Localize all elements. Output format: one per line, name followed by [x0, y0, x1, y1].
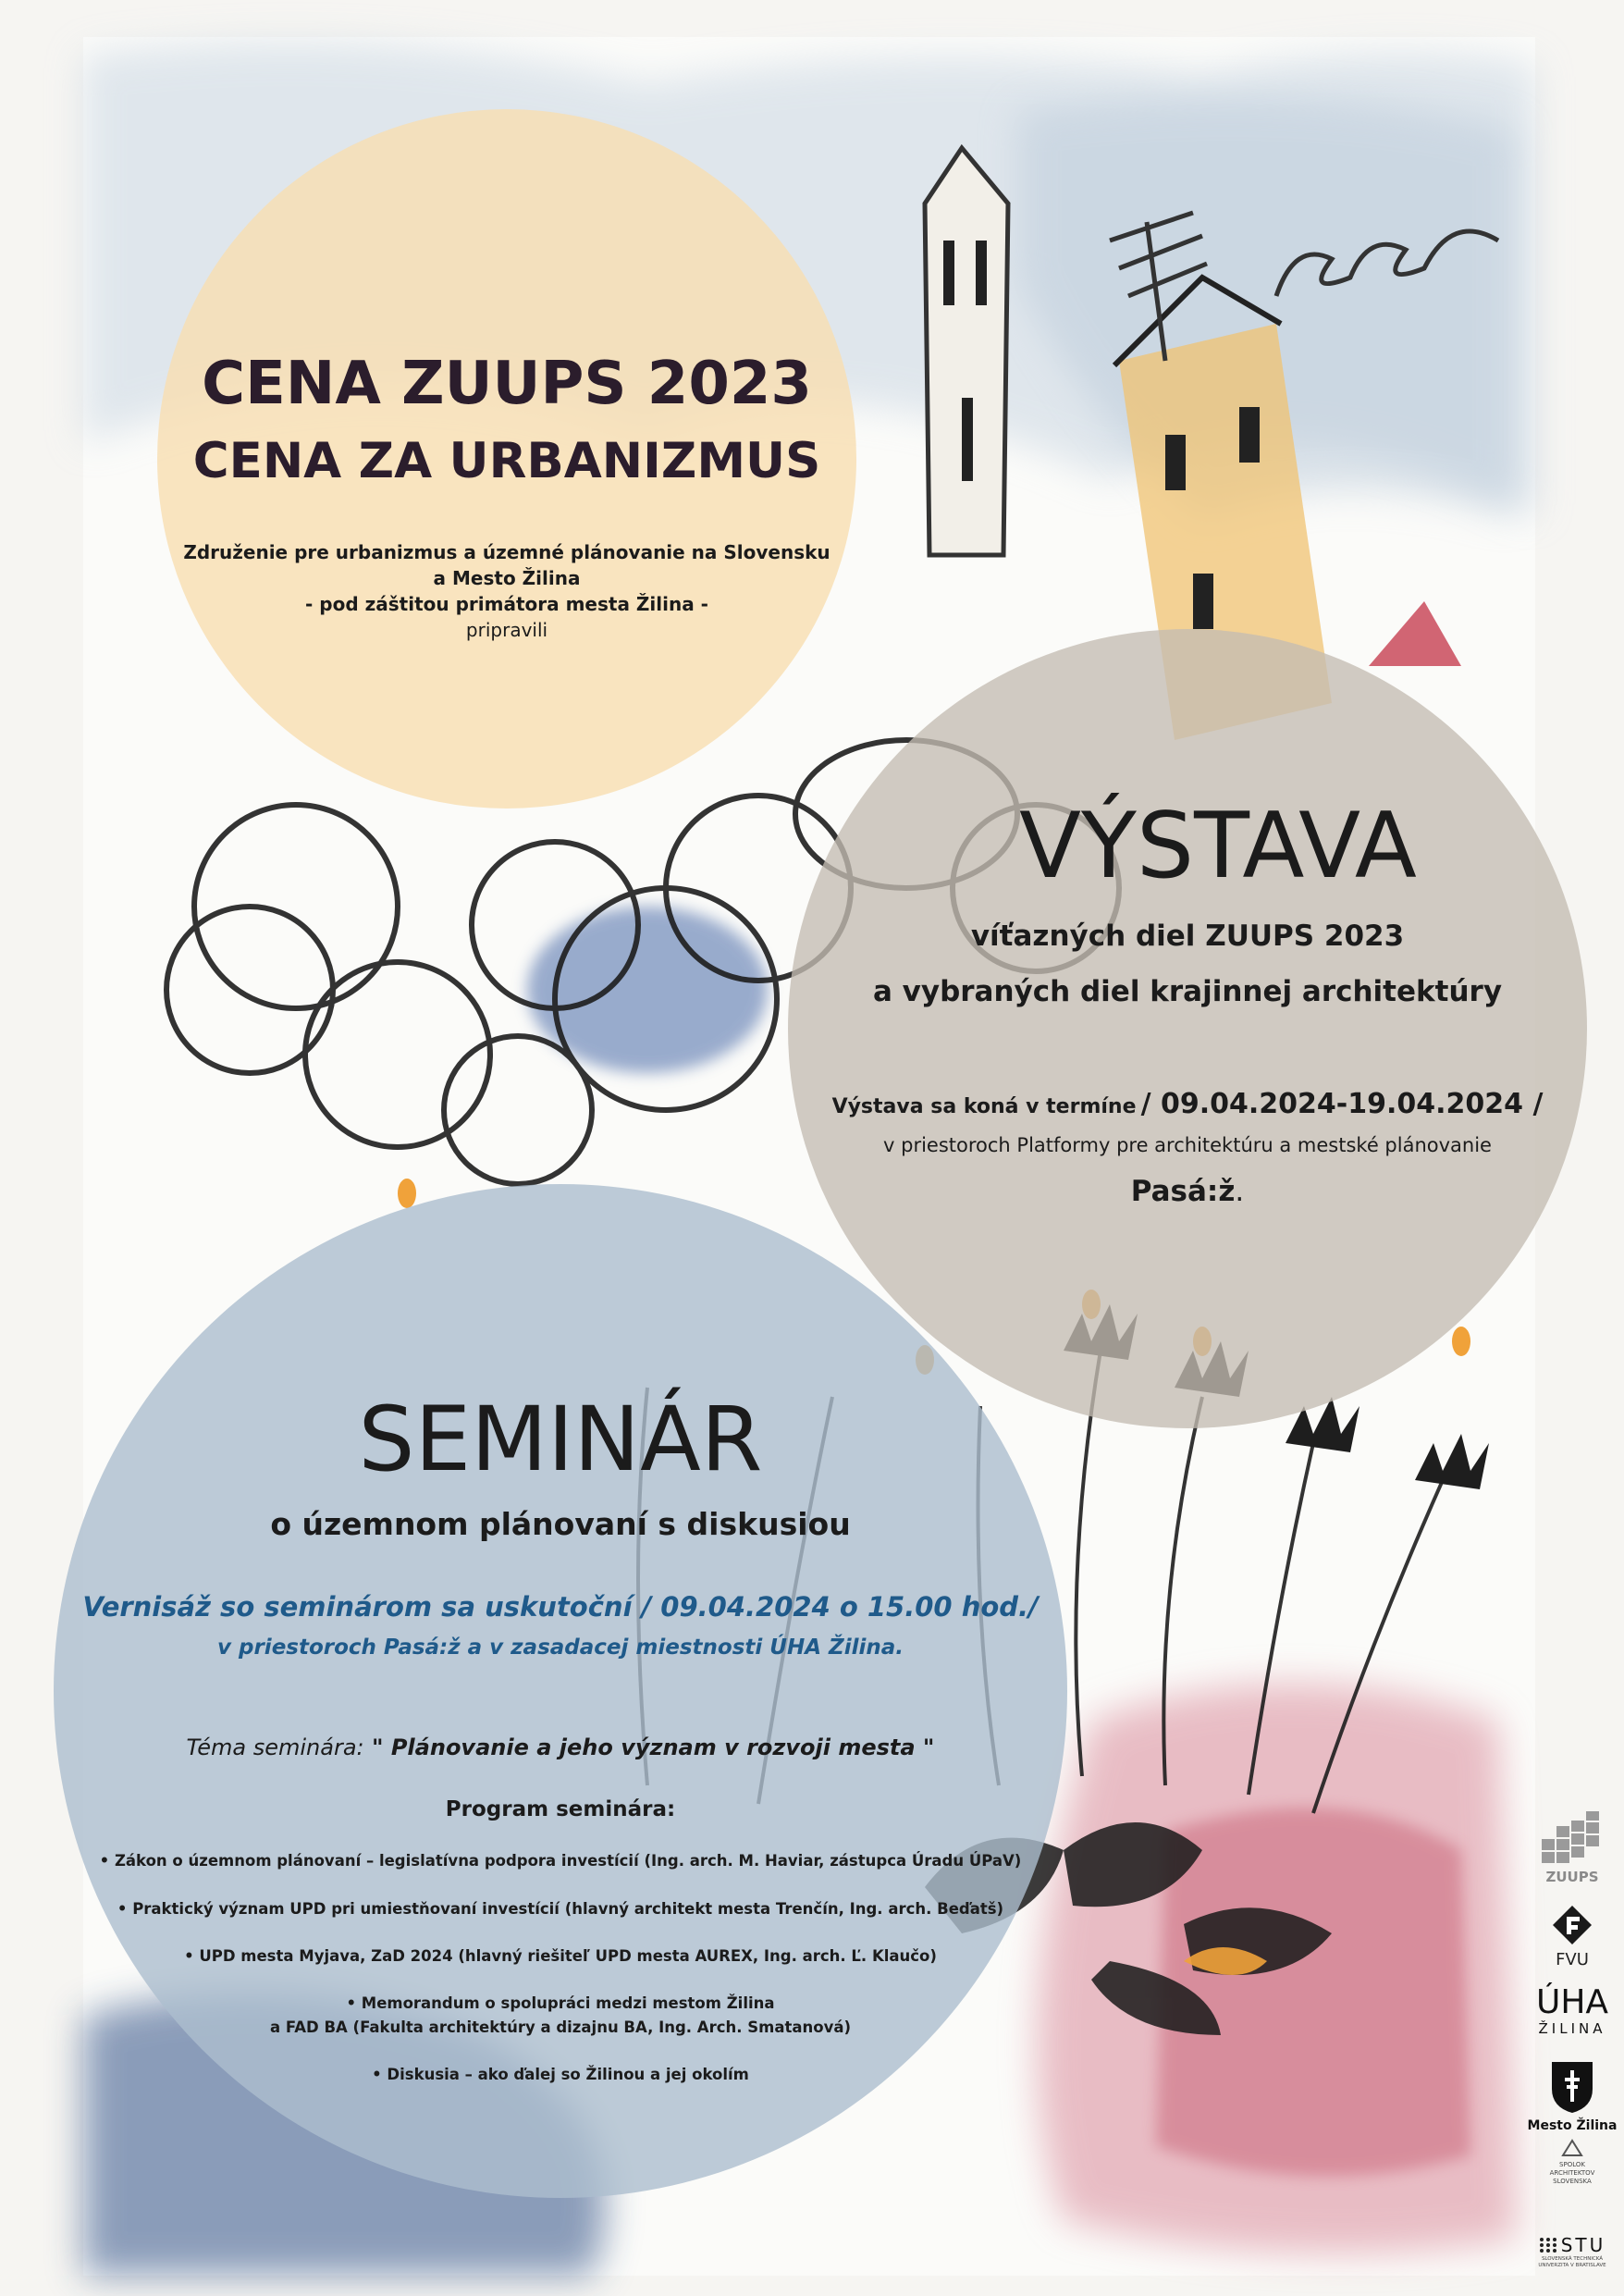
zuups-label: ZUUPS: [1545, 1869, 1599, 1885]
coat-of-arms-icon: [1549, 2059, 1595, 2115]
seminar-program-heading: Program seminára:: [445, 1797, 676, 1821]
zuups-logo: [1526, 1811, 1618, 1885]
seminar-theme-value: " Plánovanie a jeho význam v rozvoji mesta ": [363, 1734, 935, 1760]
mesto-label: Mesto Žilina: [1527, 2118, 1618, 2133]
seminar-subtitle: o územnom plánovaní s diskusiou: [270, 1506, 851, 1542]
sas-label-1: SPOLOK: [1559, 2161, 1585, 2168]
uha-bottom-label: ŽILINA: [1538, 2020, 1606, 2037]
program-item: • Diskusia – ako ďalej so Žilinou a jej okolím: [372, 2066, 749, 2083]
uha-logo: [1526, 1985, 1618, 2037]
prize-patronage: - pod záštitou primátora mesta Žilina -: [305, 593, 708, 615]
exhibition-title: VÝSTAVA: [1019, 794, 1417, 899]
stu-sub-1: SLOVENSKÁ TECHNICKÁ: [1541, 2256, 1604, 2262]
stu-wordmark: [1526, 2234, 1618, 2256]
program-item: • Zákon o územnom plánovaní – legislatívna podpora investícií (Ing. arch. M. Haviar, zástupca Úradu ÚPaV): [99, 1852, 1022, 1870]
partner-logos: [1526, 1804, 1618, 2285]
prize-prepared: pripravili: [465, 619, 548, 641]
seminar-theme: [54, 1734, 1067, 1760]
seminar-title: SEMINÁR: [358, 1388, 763, 1491]
prize-city: a Mesto Žilina: [433, 567, 581, 589]
exhibition-date-prefix: Výstava sa koná v termíne: [831, 1095, 1137, 1118]
prize-title: CENA ZUUPS 2023: [202, 350, 812, 418]
seminar-venue: v priestoroch Pasá:ž a v zasadacej miestnosti ÚHA Žilina.: [217, 1636, 904, 1660]
sas-label-3: SLOVENSKA: [1553, 2178, 1592, 2185]
stu-sub-2: UNIVERZITA V BRATISLAVE: [1538, 2263, 1606, 2268]
zuups-mark-icon: [1540, 1811, 1605, 1867]
exhibition-venue: v priestoroch Platformy pre architektúru a mestské plánovanie: [883, 1134, 1492, 1156]
seminar-vernissage: Vernisáž so seminárom sa uskutoční / 09.04.2024 o 15.00 hod./: [82, 1591, 1039, 1623]
exhibition-date-range: / 09.04.2024-19.04.2024 /: [1140, 1088, 1544, 1120]
stu-logo: [1526, 2234, 1618, 2269]
prize-subtitle: CENA ZA URBANIZMUS: [192, 433, 821, 489]
seminar-theme-label: Téma seminára:: [186, 1734, 364, 1760]
fvu-mark-icon: [1551, 1904, 1593, 1946]
prize-circle: [157, 109, 856, 809]
program-item: • UPD mesta Myjava, ZaD 2024 (hlavný riešiteľ UPD mesta AUREX, Ing. arch. Ľ. Klaučo): [184, 1947, 937, 1965]
exhibition-venue-name-bold: Pasá:ž: [1130, 1175, 1236, 1208]
mesto-zilina-logo: [1526, 2059, 1618, 2133]
seminar-circle: [54, 1184, 1067, 2198]
prize-organizer: Združenie pre urbanizmus a územné plánovanie na Slovensku: [183, 541, 830, 563]
exhibition-line1: víťazných diel ZUUPS 2023: [970, 920, 1405, 953]
program-item: • Praktický význam UPD pri umiestňovaní investícií (hlavný architekt mesta Trenčín, Ing. arch. Beďatš): [117, 1900, 1004, 1918]
sas-label-2: ARCHITEKTOV: [1549, 2169, 1595, 2177]
sas-mark-icon: [1561, 2139, 1583, 2157]
program-item: • Memorandum o spolupráci medzi mestom Žilina: [346, 1994, 775, 2012]
exhibition-venue-name-end: .: [1235, 1175, 1245, 1208]
exhibition-circle: [788, 629, 1587, 1428]
program-item-continued: a FAD BA (Fakulta architektúry a dizajnu BA, Ing. Arch. Smatanová): [270, 2018, 851, 2036]
fvu-label: FVU: [1556, 1950, 1589, 1969]
fvu-logo: [1526, 1904, 1618, 1969]
exhibition-line2: a vybraných diel krajinnej architektúry: [872, 975, 1503, 1008]
uha-top-label: ÚHA: [1535, 1983, 1609, 2021]
exhibition-venue-name: [788, 1175, 1587, 1208]
stu-dots-icon: [1539, 2237, 1557, 2253]
stu-label: STU: [1560, 2234, 1606, 2256]
sas-logo: [1526, 2139, 1618, 2186]
exhibition-date: [788, 1088, 1587, 1120]
